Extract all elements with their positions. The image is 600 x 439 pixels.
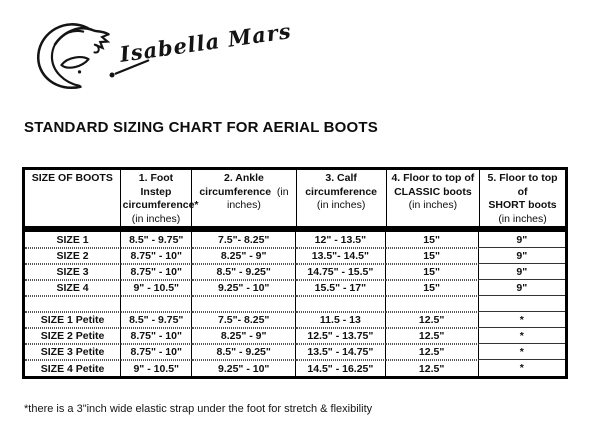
cell-foot-instep: 8.75" - 10" xyxy=(121,264,192,280)
cell-foot-instep: 9" - 10.5" xyxy=(121,360,192,376)
table-row xyxy=(25,280,565,296)
cell-size: SIZE 4 Petite xyxy=(25,360,121,376)
header-cell-classic-boots xyxy=(386,169,479,228)
header-line: circumference* xyxy=(122,199,199,211)
table-row xyxy=(25,248,565,264)
cell-size: SIZE 2 Petite xyxy=(25,328,121,344)
header-line: 5. Floor to top of xyxy=(487,172,558,198)
header-cell-short-boots xyxy=(480,169,567,228)
cell-classic: 15" xyxy=(386,232,479,248)
cell-short xyxy=(479,296,565,312)
table-row xyxy=(25,264,565,280)
cell-foot-instep: 8.5" - 9.75" xyxy=(121,312,192,328)
cell-calf: 14.5" - 16.25" xyxy=(296,360,386,376)
cell-ankle: 9.25" - 10" xyxy=(192,280,296,296)
cell-foot-instep: 8.75" - 10" xyxy=(121,328,192,344)
header-line: (in inches) xyxy=(131,212,181,225)
cell-size: SIZE 4 xyxy=(25,280,121,296)
cell-foot-instep: 8.5" - 9.75" xyxy=(121,232,192,248)
cell-foot-instep: 8.75" - 10" xyxy=(121,248,192,264)
cell-calf: 12" - 13.5" xyxy=(296,232,386,248)
header-cell-foot-instep xyxy=(120,169,199,228)
header-cell-calf xyxy=(296,169,386,228)
brand-name: Isabella Mars xyxy=(118,18,293,67)
table-row-spacer xyxy=(25,296,565,312)
header-line: (in inches) xyxy=(316,199,366,211)
table-row xyxy=(25,328,565,344)
header-line: circumference xyxy=(305,185,378,198)
cell-calf: 11.5 - 13 xyxy=(296,312,386,328)
cell-ankle: 8.25" - 9" xyxy=(192,248,296,264)
cell-size: SIZE 3 Petite xyxy=(25,344,121,360)
cell-foot-instep: 8.75" - 10" xyxy=(121,344,192,360)
cell-size: SIZE 1 xyxy=(25,232,121,248)
header-cell-size-of-boots xyxy=(24,169,121,228)
table-row xyxy=(25,344,565,360)
header-line: inches) xyxy=(227,199,261,211)
header-line: 2. Ankle xyxy=(223,172,264,184)
header-line: SHORT boots xyxy=(488,199,557,211)
cell-foot-instep xyxy=(121,296,192,312)
cell-short: 9" xyxy=(479,248,565,264)
cell-ankle: 7.5"- 8.25" xyxy=(192,312,296,328)
cell-foot-instep: 9" - 10.5" xyxy=(121,280,192,296)
cell-classic: 12.5" xyxy=(386,328,479,344)
header-line-part: (in xyxy=(276,185,289,198)
cell-classic xyxy=(386,296,479,312)
cell-classic: 15" xyxy=(386,264,479,280)
cell-classic: 12.5" xyxy=(386,344,479,360)
header-line: (in inches) xyxy=(498,212,547,225)
cell-short: 9" xyxy=(479,232,565,248)
cell-size: SIZE 2 xyxy=(25,248,121,264)
header-cell-ankle xyxy=(192,169,296,228)
cell-size: SIZE 3 xyxy=(25,264,121,280)
cell-ankle: 8.5" - 9.25" xyxy=(192,264,296,280)
cell-short: 9" xyxy=(479,280,565,296)
header-line-part: circumference xyxy=(199,185,272,198)
cell-classic: 15" xyxy=(386,248,479,264)
header-line: 3. Calf xyxy=(325,172,357,184)
sizing-table-header xyxy=(22,167,568,229)
cell-ankle: 7.5"- 8.25" xyxy=(192,232,296,248)
table-row xyxy=(25,360,565,376)
header-line: (in inches) xyxy=(408,199,458,211)
cell-calf: 14.75" - 15.5" xyxy=(296,264,386,280)
cell-classic: 12.5" xyxy=(386,360,479,376)
header-line: 4. Floor to top of xyxy=(391,172,475,184)
cell-ankle: 9.25" - 10" xyxy=(192,360,296,376)
header-line: 1. Foot Instep xyxy=(138,172,174,198)
header-line: SIZE OF BOOTS xyxy=(31,172,113,184)
cell-short: * xyxy=(479,344,565,360)
cell-short: 9" xyxy=(479,264,565,280)
cell-ankle: 8.25" - 9" xyxy=(192,328,296,344)
cell-classic: 12.5" xyxy=(386,312,479,328)
cell-calf: 15.5" - 17" xyxy=(296,280,386,296)
header-line: CLASSIC boots xyxy=(394,185,472,198)
page-title: STANDARD SIZING CHART FOR AERIAL BOOTS xyxy=(24,119,378,136)
cell-ankle: 8.5" - 9.25" xyxy=(192,344,296,360)
cell-calf: 13.5" - 14.75" xyxy=(296,344,386,360)
cell-calf xyxy=(296,296,386,312)
sizing-table-body xyxy=(22,229,568,379)
cell-short: * xyxy=(519,362,524,374)
footnote: *there is a 3"inch wide elastic strap under the foot for stretch & flexibility xyxy=(24,403,373,415)
cell-short: * xyxy=(479,312,565,328)
cell-short: * xyxy=(479,328,565,344)
cell-size: SIZE 1 Petite xyxy=(25,312,121,328)
table-row xyxy=(25,312,565,328)
cell-calf: 12.5" - 13.75" xyxy=(296,328,386,344)
header-line xyxy=(194,186,293,200)
cell-ankle xyxy=(192,296,296,312)
table-row xyxy=(25,232,565,248)
cell-classic: 15" xyxy=(386,280,479,296)
cell-calf: 13.5"- 14.5" xyxy=(296,248,386,264)
cell-size xyxy=(25,296,121,312)
